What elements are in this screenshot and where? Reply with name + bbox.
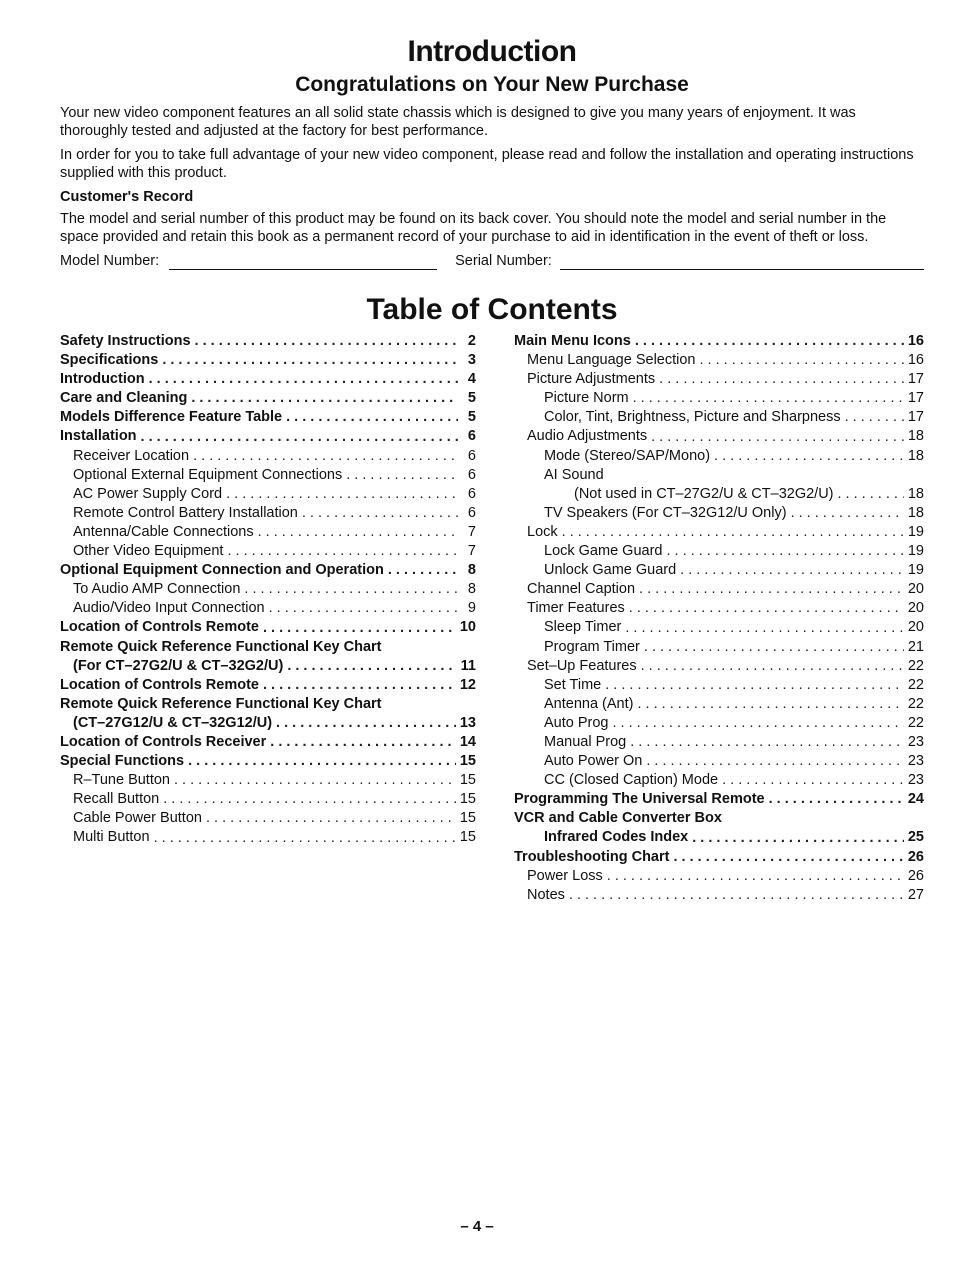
toc-entry [60, 351, 476, 370]
toc-entry-title: Remote Control Battery Installation [73, 504, 298, 521]
toc-entry [514, 733, 924, 752]
toc-entry [514, 714, 924, 733]
toc-entry-page: 22 [907, 714, 924, 731]
toc-leader-dots [845, 408, 904, 427]
toc-entry [514, 599, 924, 618]
toc-entry [60, 618, 476, 637]
table-of-contents [60, 332, 924, 905]
toc-leader-dots [195, 332, 458, 351]
toc-entry [514, 561, 924, 580]
toc-entry [60, 523, 476, 542]
toc-entry-page: 5 [467, 390, 476, 407]
toc-entry-title: Manual Prog [544, 733, 627, 750]
toc-leader-dots [838, 485, 904, 504]
toc-leader-dots [227, 542, 458, 561]
toc-entry-title: (CT–27G12/U & CT–32G12/U) [73, 714, 273, 731]
toc-entry-page: 14 [459, 733, 476, 750]
toc-entry [514, 523, 924, 542]
toc-entry-title: R–Tune Button [73, 772, 170, 789]
toc-entry [60, 809, 476, 828]
toc-entry-title: Timer Features [527, 600, 625, 617]
toc-entry [514, 790, 924, 809]
toc-entry [514, 657, 924, 676]
toc-leader-dots [149, 370, 458, 389]
intro-paragraph-1: Your new video component features an all solid state chassis which is designed to give you many years of enjoyment. It was thoroughly tested and adjusted at the factory for best performance. [60, 105, 856, 139]
toc-entry-title: Special Functions [60, 753, 185, 770]
toc-entry-page: 4 [467, 371, 476, 388]
toc-leader-dots [569, 886, 904, 905]
toc-leader-dots [302, 504, 458, 523]
toc-entry-title: Specifications [60, 352, 159, 369]
toc-entry-title: Models Difference Feature Table [60, 409, 283, 426]
toc-entry-page: 11 [460, 657, 476, 674]
toc-entry [60, 466, 476, 485]
toc-entry [60, 828, 476, 847]
toc-entry [514, 771, 924, 790]
toc-leader-dots [191, 389, 458, 408]
toc-leader-dots [226, 485, 458, 504]
toc-entry-page: 15 [459, 810, 476, 827]
toc-entry [60, 733, 476, 752]
toc-entry [514, 370, 924, 389]
toc-entry [514, 618, 924, 637]
toc-leader-dots [605, 676, 904, 695]
toc-entry-page: 10 [459, 619, 476, 636]
customer-record-paragraph: The model and serial number of this product may be found on its back cover. You should note the model and serial number in the space provided and retain this book as a permanent record of your purchase to aid in identification in the event of theft or loss. [60, 211, 887, 245]
toc-leader-dots [680, 561, 904, 580]
toc-entry-page: 22 [907, 695, 924, 712]
toc-entry-title: TV Speakers (For CT–32G12/U Only) [544, 504, 787, 521]
toc-leader-dots [244, 580, 458, 599]
toc-leader-dots [269, 599, 458, 618]
toc-leader-dots [629, 599, 904, 618]
toc-entry-title: Recall Button [73, 791, 160, 808]
toc-entry-title: Picture Adjustments [527, 371, 656, 388]
toc-entry [514, 332, 924, 351]
toc-entry-page: 6 [467, 504, 476, 521]
toc-entry-page: 8 [467, 581, 476, 598]
toc-entry-title: Introduction [60, 371, 145, 388]
toc-entry-page: 16 [907, 333, 924, 349]
toc-entry [514, 752, 924, 771]
toc-entry-page: 5 [467, 409, 476, 426]
toc-entry-title: Power Loss [527, 867, 603, 884]
toc-entry [60, 714, 476, 733]
toc-entry-title: To Audio AMP Connection [73, 581, 241, 598]
toc-entry [60, 657, 476, 676]
toc-entry-page: 15 [459, 753, 476, 770]
toc-entry-page: 19 [907, 523, 924, 540]
toc-entry [60, 638, 476, 657]
toc-leader-dots [193, 447, 458, 466]
toc-entry-page: 6 [467, 485, 476, 502]
toc-entry-title: Receiver Location [73, 447, 190, 464]
toc-right-column [514, 332, 924, 905]
toc-entry [60, 408, 476, 427]
toc-leader-dots [162, 351, 458, 370]
toc-entry-page: 22 [907, 657, 924, 674]
serial-number-label: Serial Number: [455, 253, 552, 269]
toc-entry-page: 15 [459, 791, 476, 808]
toc-leader-dots [659, 370, 904, 389]
toc-entry-page: 18 [907, 428, 924, 445]
toc-leader-dots [562, 523, 904, 542]
toc-entry-page: 12 [459, 676, 476, 693]
toc-leader-dots [258, 523, 458, 542]
toc-entry-page: 6 [467, 447, 476, 464]
toc-entry-title: Optional External Equipment Connections [73, 466, 343, 483]
toc-entry-page: 9 [467, 600, 476, 617]
toc-leader-dots [388, 561, 458, 580]
toc-entry-page: 3 [467, 352, 476, 369]
toc-entry [514, 886, 924, 905]
toc-entry-page: 15 [459, 772, 476, 789]
toc-entry-page: 7 [467, 523, 476, 540]
toc-entry [60, 695, 476, 714]
toc-entry-title: Care and Cleaning [60, 390, 188, 407]
toc-entry [514, 389, 924, 408]
toc-entry-title: Sleep Timer [544, 619, 622, 636]
toc-entry-title: Unlock Game Guard [544, 562, 677, 579]
toc-entry-page: 23 [907, 733, 924, 750]
toc-leader-dots [641, 657, 904, 676]
toc-entry-title: Troubleshooting Chart [514, 848, 670, 865]
toc-entry-page: 18 [907, 504, 924, 521]
toc-entry-title: Set–Up Features [527, 657, 637, 674]
toc-entry-title: Antenna/Cable Connections [73, 523, 254, 540]
toc-entry-title: (Not used in CT–27G2/U & CT–32G2/U) [574, 485, 834, 502]
toc-entry-title: Installation [60, 428, 137, 445]
toc-entry-title: Auto Prog [544, 714, 609, 731]
toc-left-column [60, 332, 476, 905]
toc-entry-title: Lock [527, 523, 558, 540]
toc-entry-page: 13 [459, 714, 476, 731]
toc-leader-dots [163, 790, 456, 809]
toc-entry-page: 23 [907, 753, 924, 770]
toc-leader-dots [692, 829, 904, 848]
toc-entry [60, 790, 476, 809]
toc-entry-title: Other Video Equipment [73, 543, 224, 560]
toc-leader-dots [722, 771, 904, 790]
toc-entry [514, 485, 924, 504]
toc-leader-dots [700, 351, 904, 370]
toc-entry-page: 15 [459, 829, 476, 846]
toc-entry [514, 828, 924, 847]
toc-leader-dots [630, 733, 904, 752]
toc-entry-title: Remote Quick Reference Functional Key Chart [60, 695, 382, 712]
toc-entry-title: Programming The Universal Remote [514, 791, 765, 808]
toc-leader-dots [769, 790, 904, 809]
toc-entry [60, 676, 476, 695]
toc-entry-page: 19 [907, 562, 924, 579]
toc-entry [60, 427, 476, 446]
toc-leader-dots [206, 809, 456, 828]
toc-entry [514, 408, 924, 427]
toc-leader-dots [646, 752, 904, 771]
toc-leader-dots [666, 542, 903, 561]
toc-entry-title: Location of Controls Remote [60, 619, 259, 636]
toc-entry-title: Main Menu Icons [514, 333, 631, 349]
toc-leader-dots [673, 848, 903, 867]
toc-entry-title: (For CT–27G2/U & CT–32G2/U) [73, 657, 284, 674]
customer-record-heading: Customer's Record [60, 189, 194, 205]
toc-entry-title: Antenna (Ant) [544, 695, 634, 712]
toc-entry-page: 8 [467, 562, 476, 579]
toc-leader-dots [188, 752, 456, 771]
toc-entry-title: Safety Instructions [60, 333, 191, 349]
toc-leader-dots [625, 619, 903, 638]
toc-entry-page: 26 [907, 848, 924, 865]
toc-leader-dots [154, 829, 456, 848]
section-subtitle: Congratulations on Your New Purchase [295, 73, 689, 96]
toc-entry [514, 580, 924, 599]
toc-entry [60, 485, 476, 504]
toc-entry-title: Location of Controls Remote [60, 676, 259, 693]
toc-entry-page: 17 [907, 409, 924, 426]
toc-entry [514, 638, 924, 657]
toc-entry-title: Color, Tint, Brightness, Picture and Sharpness [544, 409, 841, 426]
toc-leader-dots [607, 867, 904, 886]
toc-entry [514, 809, 924, 828]
toc-entry-page: 17 [907, 390, 924, 407]
toc-entry-title: CC (Closed Caption) Mode [544, 772, 719, 789]
toc-entry-page: 20 [907, 581, 924, 598]
toc-leader-dots [714, 447, 904, 466]
toc-entry [60, 447, 476, 466]
toc-leader-dots [263, 619, 456, 638]
model-number-blank [169, 255, 437, 270]
toc-entry [514, 676, 924, 695]
toc-entry-title: Notes [527, 886, 565, 903]
record-fields [60, 252, 924, 270]
toc-entry [60, 542, 476, 561]
toc-entry-title: VCR and Cable Converter Box [514, 810, 722, 827]
toc-entry [60, 561, 476, 580]
serial-number-blank [560, 255, 924, 270]
toc-entry-page: 19 [907, 543, 924, 560]
toc-entry [60, 389, 476, 408]
toc-leader-dots [141, 428, 458, 447]
toc-leader-dots [613, 714, 904, 733]
intro-paragraph-2: In order for you to take full advantage of your new video component, please read and follow the installation and operating instructions supplied with this product. [60, 147, 914, 181]
toc-entry-title: Remote Quick Reference Functional Key Chart [60, 638, 382, 655]
toc-leader-dots [639, 580, 904, 599]
toc-entry-page: 24 [907, 791, 924, 808]
toc-leader-dots [286, 408, 458, 427]
toc-leader-dots [791, 504, 904, 523]
toc-leader-dots [635, 332, 904, 351]
toc-leader-dots [637, 695, 903, 714]
toc-entry [514, 427, 924, 446]
toc-entry-page: 27 [907, 886, 924, 903]
toc-leader-dots [287, 657, 456, 676]
page-title: Introduction [407, 35, 577, 68]
toc-entry-page: 6 [467, 428, 476, 445]
toc-entry [514, 504, 924, 523]
toc-entry [60, 771, 476, 790]
toc-entry [514, 867, 924, 886]
toc-leader-dots [346, 466, 458, 485]
toc-entry-title: Cable Power Button [73, 810, 202, 827]
toc-entry-page: 21 [907, 638, 924, 655]
toc-entry-title: Infrared Codes Index [544, 829, 689, 846]
toc-entry [514, 351, 924, 370]
toc-entry-title: Auto Power On [544, 753, 643, 770]
toc-entry-page: 23 [907, 772, 924, 789]
toc-entry-page: 6 [467, 466, 476, 483]
toc-entry [60, 752, 476, 771]
toc-entry [514, 848, 924, 867]
toc-entry-title: Optional Equipment Connection and Operation [60, 562, 384, 579]
toc-entry-title: Multi Button [73, 829, 150, 846]
toc-entry-page: 16 [907, 352, 924, 369]
toc-entry-title: Mode (Stereo/SAP/Mono) [544, 447, 711, 464]
toc-entry-page: 20 [907, 619, 924, 636]
toc-entry-title: Lock Game Guard [544, 543, 663, 560]
toc-entry-page: 20 [907, 600, 924, 617]
toc-leader-dots [263, 676, 456, 695]
toc-leader-dots [644, 638, 904, 657]
toc-entry [514, 695, 924, 714]
toc-entry [60, 504, 476, 523]
toc-entry-page: 2 [467, 333, 476, 349]
model-number-label: Model Number: [60, 253, 160, 269]
toc-entry [514, 466, 924, 485]
toc-entry-title: Set Time [544, 676, 602, 693]
toc-entry [60, 580, 476, 599]
toc-leader-dots [270, 733, 456, 752]
toc-entry-title: Audio/Video Input Connection [73, 600, 265, 617]
toc-entry [60, 599, 476, 618]
toc-leader-dots [651, 428, 904, 447]
toc-entry-page: 17 [907, 371, 924, 388]
toc-entry-title: Picture Norm [544, 390, 629, 407]
toc-entry-page: 26 [907, 867, 924, 884]
toc-entry-title: Audio Adjustments [527, 428, 648, 445]
toc-entry [60, 332, 476, 351]
page-number: – 4 – [460, 1218, 494, 1235]
toc-entry-title: AC Power Supply Cord [73, 485, 223, 502]
toc-leader-dots [633, 389, 904, 408]
document-page [60, 34, 924, 905]
toc-entry [514, 542, 924, 561]
toc-entry-page: 18 [907, 447, 924, 464]
toc-entry-page: 18 [907, 485, 924, 502]
toc-entry [514, 447, 924, 466]
toc-entry-page: 7 [467, 543, 476, 560]
toc-entry [60, 370, 476, 389]
toc-leader-dots [276, 714, 456, 733]
toc-entry-title: Channel Caption [527, 581, 636, 598]
toc-title: Table of Contents [366, 293, 618, 326]
toc-entry-title: Program Timer [544, 638, 640, 655]
toc-entry-title: AI Sound [544, 466, 604, 483]
toc-entry-page: 25 [907, 829, 924, 846]
toc-entry-title: Location of Controls Receiver [60, 733, 267, 750]
toc-entry-page: 22 [907, 676, 924, 693]
toc-leader-dots [174, 771, 456, 790]
toc-entry-title: Menu Language Selection [527, 352, 696, 369]
